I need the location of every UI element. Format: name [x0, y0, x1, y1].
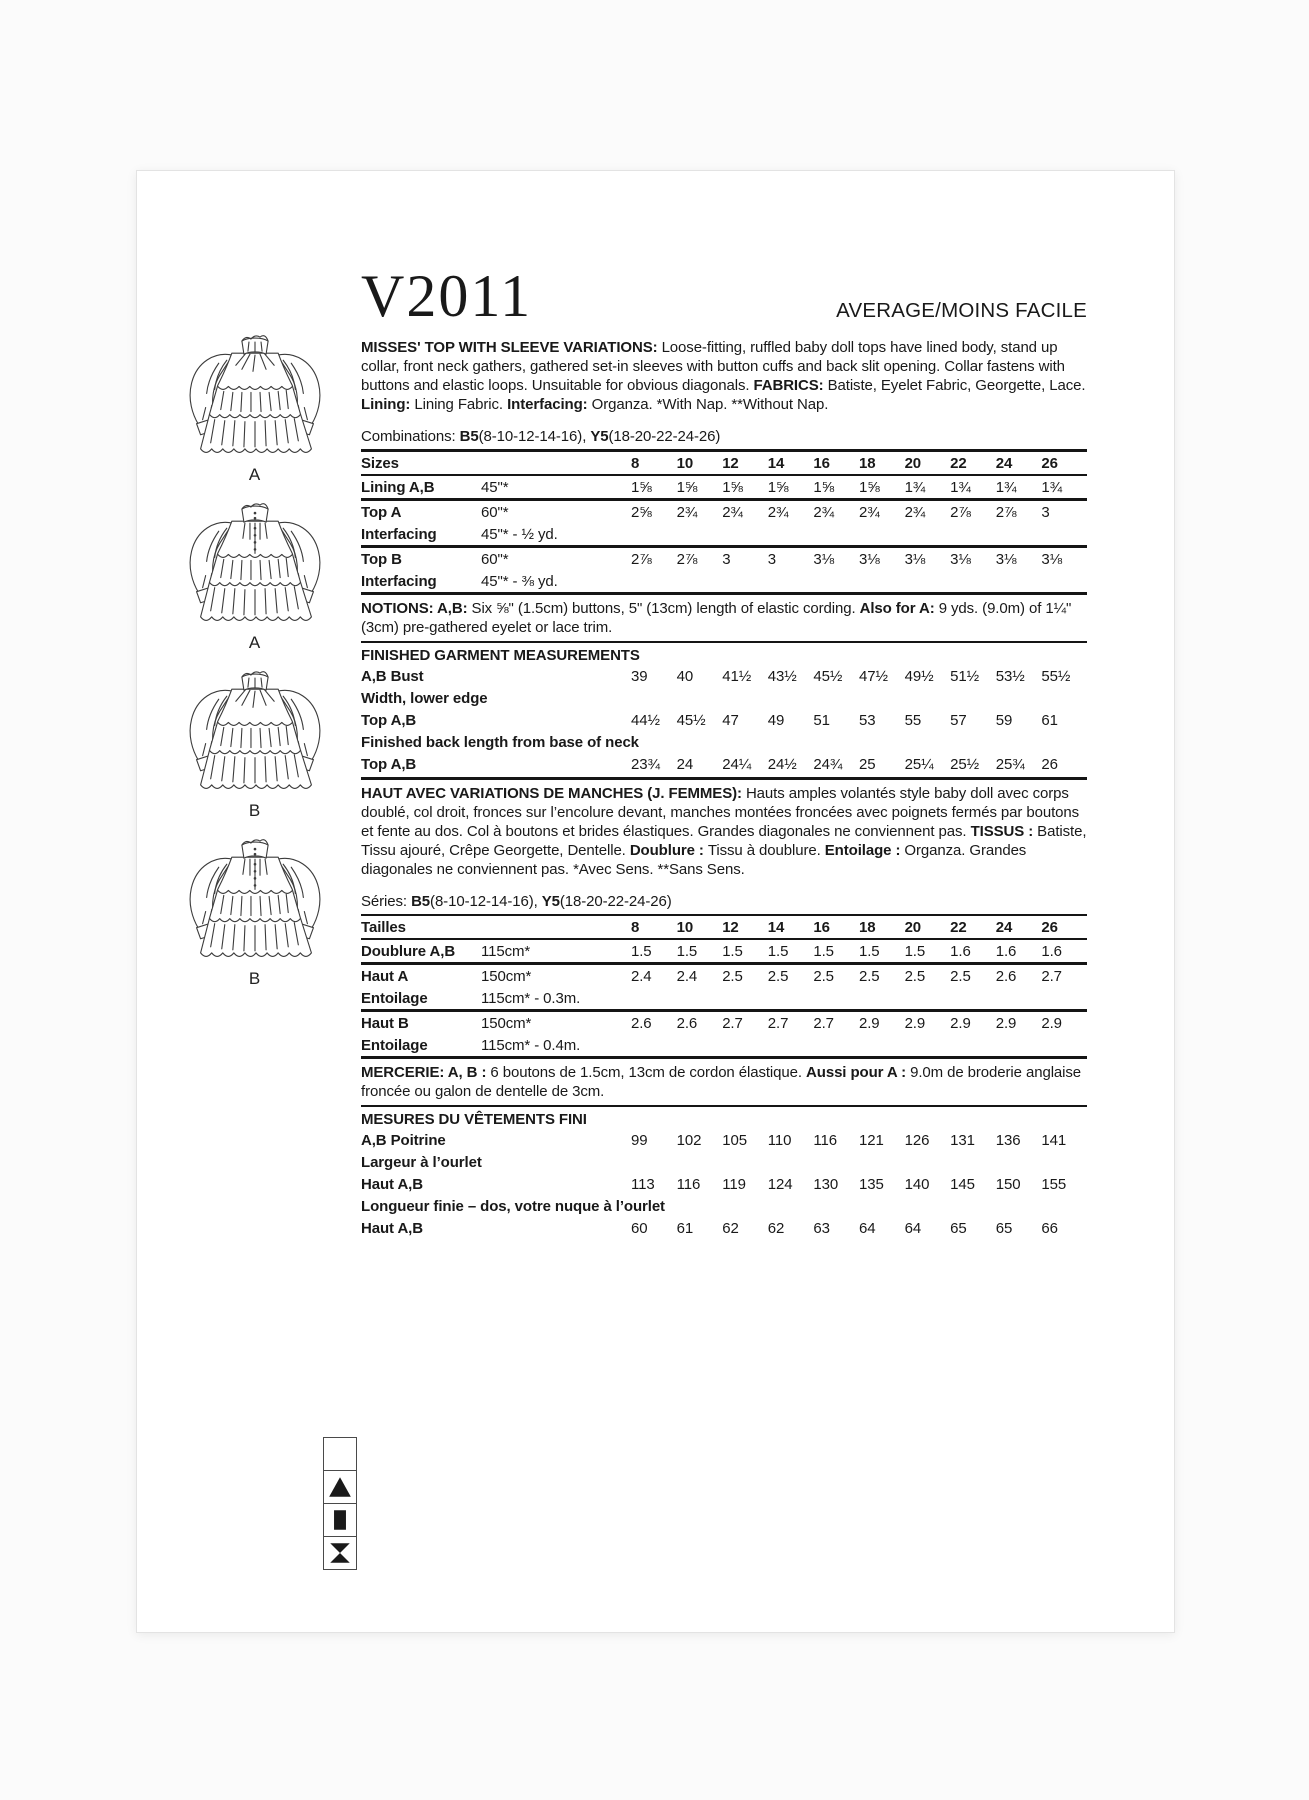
table-cell: Sizes	[361, 455, 399, 472]
table-cell: 49	[767, 712, 785, 729]
table-cell: 3	[722, 551, 731, 568]
text-segment: FABRICS:	[753, 377, 828, 394]
garment-front-drawing	[167, 329, 343, 465]
table-cell: 1⅝	[767, 479, 789, 496]
table-cell: 14	[767, 455, 785, 472]
series-line	[361, 892, 1087, 911]
table-cell: Largeur à l’ourlet	[361, 1154, 482, 1171]
table-cell: 2.5	[767, 968, 789, 985]
table-cell: 47	[722, 712, 739, 729]
table-cell: 150cm*	[481, 1015, 532, 1032]
table-cell: 115cm*	[481, 943, 531, 960]
printer-color-bar	[323, 1438, 357, 1570]
text-segment: (8-10-12-14-16),	[478, 428, 591, 445]
table-cell: 24¾	[813, 756, 843, 773]
table-cell: 51	[813, 712, 830, 729]
table-cell: 2⅞	[950, 504, 971, 521]
table-cell: 121	[858, 1132, 884, 1149]
text-segment: B5	[459, 428, 479, 445]
table-cell: 2.7	[722, 1015, 743, 1032]
table-cell: 45½	[813, 668, 843, 685]
table-cell: 1.6	[950, 943, 971, 960]
color-bar-triangle-icon	[323, 1470, 357, 1504]
table-row	[361, 1034, 1087, 1058]
table-cell: 1.5	[631, 943, 652, 960]
illustration-view-b-back	[157, 833, 352, 1001]
text-segment: Entoilage :	[824, 842, 905, 859]
mercerie-paragraph	[361, 1063, 1087, 1107]
text-segment: Lining:	[361, 396, 415, 413]
table-cell: 102	[676, 1132, 702, 1149]
table-cell: 45½	[676, 712, 706, 729]
table-cell: A,B Bust	[361, 668, 424, 685]
table-cell: 65	[995, 1220, 1013, 1237]
table-row	[361, 687, 1087, 709]
table-cell: 61	[1041, 712, 1058, 729]
table-cell: 45"* - ½ yd.	[481, 526, 558, 543]
table-cell: 20	[904, 919, 922, 936]
table-cell: Width, lower edge	[361, 690, 488, 707]
table-row	[361, 570, 1087, 594]
table-cell: 2.7	[767, 1015, 789, 1032]
table-cell: 2¾	[722, 504, 743, 521]
table-row	[361, 939, 1087, 964]
table-cell: 99	[631, 1132, 648, 1149]
figure-label: B	[248, 801, 261, 820]
table-cell: 105	[722, 1132, 747, 1149]
table-cell: 1¾	[995, 479, 1017, 496]
text-segment: TISSUS :	[970, 823, 1038, 840]
text-segment: MISSES' TOP WITH SLEEVE VARIATIONS:	[361, 339, 662, 356]
table-cell: 2.5	[904, 968, 926, 985]
text-segment: Also for A:	[859, 600, 939, 617]
difficulty-label: AVERAGE/MOINS FACILE	[836, 299, 1087, 322]
table-cell: 2.9	[904, 1015, 926, 1032]
table-cell: Longueur finie – dos, votre nuque à l’ourlet	[361, 1198, 665, 1215]
table-cell: 16	[813, 919, 830, 936]
text-segment: 6 boutons de 1.5cm, 13cm de cordon élastique.	[490, 1064, 807, 1081]
table-cell: 1¾	[1041, 479, 1062, 496]
text-segment: NOTIONS: A,B:	[361, 600, 472, 617]
color-bar-empty-cell	[323, 1437, 357, 1471]
table-cell: 3⅛	[813, 551, 835, 568]
table-header-row	[361, 451, 1087, 476]
table-row	[361, 1195, 1087, 1217]
header-row	[361, 263, 1087, 329]
table-cell: 1⅝	[676, 479, 698, 496]
text-segment: Aussi pour A :	[806, 1064, 911, 1081]
table-cell: 2.6	[995, 968, 1017, 985]
table-cell: 2.9	[995, 1015, 1017, 1032]
english-description	[361, 338, 1087, 414]
table-cell: 18	[858, 455, 876, 472]
table-cell: Interfacing	[361, 573, 437, 590]
text-segment: Lining Fabric.	[414, 396, 508, 413]
table-row	[361, 475, 1087, 500]
table-cell: 1⅝	[813, 479, 835, 496]
table-row	[361, 1173, 1087, 1195]
text-segment: (18-20-22-24-26)	[559, 893, 672, 910]
table-cell: 25¼	[904, 756, 934, 773]
table-cell: 141	[1041, 1132, 1067, 1149]
text-segment: Interfacing:	[507, 396, 592, 413]
table-cell: 24	[676, 756, 694, 773]
text-segment: Y5	[590, 428, 609, 445]
table-cell: Haut A,B	[361, 1220, 423, 1237]
table-row	[361, 1217, 1087, 1239]
table-cell	[481, 915, 631, 939]
table-cell: Finished back length from base of neck	[361, 734, 639, 751]
table-cell: 47½	[858, 668, 888, 685]
table-cell: Doublure A,B	[361, 943, 456, 960]
notions-paragraph	[361, 599, 1087, 643]
garment-front-drawing	[167, 665, 343, 801]
text-segment: Séries:	[361, 893, 412, 910]
table-cell: 130	[813, 1176, 839, 1193]
text-segment: Loose-fitting, ruffled baby doll tops have lined body, stand up collar, front neck gathers, gathered set-in sleeves with button cuffs and back slit opening. Collar fastens with buttons and elastic loops. Unsuitable for obvious diagonals.	[361, 339, 1065, 394]
table-cell: 1¾	[950, 479, 971, 496]
table-cell: Interfacing	[361, 526, 437, 543]
table-cell: 64	[858, 1220, 876, 1237]
table-cell: 2.4	[631, 968, 652, 985]
table-cell: 3	[1041, 504, 1050, 521]
main-content	[361, 263, 1087, 1239]
table-cell: 65	[950, 1220, 967, 1237]
table-cell: 16	[813, 455, 830, 472]
table-cell: 24	[995, 919, 1013, 936]
table-cell: 66	[1041, 1220, 1058, 1237]
pattern-envelope-back-page	[136, 170, 1175, 1633]
table-cell: 2.6	[631, 1015, 652, 1032]
table-cell: 116	[813, 1132, 838, 1149]
table-cell: 1⅝	[722, 479, 743, 496]
table-cell: Top A	[361, 504, 402, 521]
english-yardage-table	[361, 449, 1087, 595]
table-cell: 124	[767, 1176, 793, 1193]
table-cell: 3⅛	[858, 551, 880, 568]
table-cell: 140	[904, 1176, 930, 1193]
table-cell: 2.9	[858, 1015, 880, 1032]
table-cell: 2¾	[904, 504, 926, 521]
table-cell: 26	[1041, 919, 1058, 936]
table-cell: 1⅝	[858, 479, 880, 496]
table-row	[361, 1011, 1087, 1035]
table-cell: 1.5	[676, 943, 698, 960]
table-row	[361, 665, 1087, 687]
table-cell: 24½	[767, 756, 797, 773]
text-segment: Tissu à doublure.	[707, 842, 825, 859]
table-cell: 39	[631, 668, 648, 685]
table-cell: 43½	[767, 668, 797, 685]
mesures-title: MESURES DU VÊTEMENTS FINI	[361, 1111, 587, 1128]
french-description	[361, 777, 1087, 879]
table-row	[361, 964, 1087, 988]
table-cell: 2¾	[813, 504, 835, 521]
table-cell: 40	[676, 668, 694, 685]
table-cell: 45"*	[481, 479, 509, 496]
color-bar-hourglass-icon	[323, 1536, 357, 1570]
table-row	[361, 1129, 1087, 1151]
table-cell: 41½	[722, 668, 752, 685]
table-cell: 10	[676, 919, 694, 936]
table-cell: 12	[722, 455, 739, 472]
table-cell: 49½	[904, 668, 934, 685]
table-cell: 2.5	[813, 968, 834, 985]
table-cell: 2.4	[676, 968, 698, 985]
table-cell: 18	[858, 919, 876, 936]
table-cell: 57	[950, 712, 967, 729]
table-cell: 1.5	[813, 943, 834, 960]
table-cell: 8	[631, 455, 640, 472]
text-segment: Combinations:	[361, 428, 460, 445]
table-cell: 2.5	[858, 968, 880, 985]
table-cell: 10	[676, 455, 694, 472]
color-bar-square-icon	[323, 1503, 357, 1537]
table-cell: 3⅛	[950, 551, 971, 568]
table-cell: 24	[995, 455, 1013, 472]
table-row	[361, 547, 1087, 571]
table-cell: 25¾	[995, 756, 1025, 773]
table-cell: 14	[767, 919, 785, 936]
figure-label: B	[248, 969, 261, 988]
table-cell: Entoilage	[361, 1037, 428, 1054]
garment-illustrations	[157, 329, 352, 1001]
text-segment: Organza. Grandes diagonales ne conviennent pas. *Avec Sens. **Sans Sens.	[361, 842, 1027, 878]
table-cell: 25	[858, 756, 876, 773]
table-cell: 2.5	[722, 968, 743, 985]
table-cell: 24¼	[722, 756, 752, 773]
table-cell: 155	[1041, 1176, 1067, 1193]
table-cell: 45"* - ⅜ yd.	[481, 573, 558, 590]
pattern-number: V2011	[361, 263, 533, 329]
text-segment: MERCERIE: A, B :	[361, 1064, 491, 1081]
table-cell: 22	[950, 455, 967, 472]
table-cell: 60"*	[481, 504, 509, 521]
table-cell: 8	[631, 919, 640, 936]
table-cell: 113	[631, 1176, 655, 1193]
table-cell: 25½	[950, 756, 980, 773]
table-cell: 135	[858, 1176, 884, 1193]
table-cell: 1.5	[767, 943, 789, 960]
figure-label: A	[248, 633, 261, 652]
table-cell: 2.7	[813, 1015, 834, 1032]
table-cell: 2.9	[1041, 1015, 1062, 1032]
table-cell: 2.7	[1041, 968, 1062, 985]
table-row	[361, 1151, 1087, 1173]
text-segment: Batiste, Eyelet Fabric, Georgette, Lace.	[827, 377, 1086, 394]
table-cell: 1.6	[1041, 943, 1062, 960]
table-cell: 150cm*	[481, 968, 532, 985]
figure-label: A	[248, 465, 261, 484]
text-segment: (18-20-22-24-26)	[608, 428, 721, 445]
table-cell: 53½	[995, 668, 1025, 685]
table-cell: 26	[1041, 455, 1058, 472]
table-row	[361, 709, 1087, 731]
text-segment: Y5	[541, 893, 560, 910]
table-cell: 1¾	[904, 479, 926, 496]
table-cell: 115cm* - 0.3m.	[481, 990, 581, 1007]
table-row	[361, 987, 1087, 1011]
table-cell: 20	[904, 455, 922, 472]
table-cell: Haut A	[361, 968, 409, 985]
text-segment: 9 yds. (9.0m) of 1¼" (3cm) pre-gathered eyelet or lace trim.	[361, 600, 1072, 636]
table-cell: 2¾	[858, 504, 880, 521]
text-segment: (8-10-12-14-16),	[430, 893, 542, 910]
table-cell: 3⅛	[995, 551, 1017, 568]
table-cell: 110	[767, 1132, 792, 1149]
text-segment: 9.0m de broderie anglaise froncée ou galon de dentelle de 3cm.	[361, 1064, 1082, 1100]
table-cell: 61	[676, 1220, 694, 1237]
text-segment: Six ⅝" (1.5cm) buttons, 5" (13cm) length of elastic cording.	[471, 600, 860, 617]
text-segment: B5	[411, 893, 431, 910]
table-cell: 55	[904, 712, 922, 729]
table-header-row	[361, 915, 1087, 939]
table-cell: Top B	[361, 551, 402, 568]
table-cell: 3	[767, 551, 777, 568]
table-cell: 3⅛	[904, 551, 926, 568]
table-cell: A,B Poitrine	[361, 1132, 446, 1149]
table-cell: 119	[722, 1176, 746, 1193]
table-cell: 2⅝	[631, 504, 652, 521]
table-cell: Top A,B	[361, 756, 417, 773]
table-cell: Tailles	[361, 919, 406, 936]
illustration-view-a-back	[157, 497, 352, 665]
table-cell: 53	[858, 712, 876, 729]
text-segment: HAUT AVEC VARIATIONS DE MANCHES (J. FEMMES):	[361, 785, 746, 802]
table-cell: 150	[995, 1176, 1021, 1193]
table-cell: Top A,B	[361, 712, 417, 729]
table-cell: Haut A,B	[361, 1176, 423, 1193]
table-cell: 1.5	[722, 943, 743, 960]
table-cell: 2¾	[676, 504, 698, 521]
table-cell: 59	[995, 712, 1013, 729]
table-cell: 12	[722, 919, 739, 936]
illustration-view-b-front	[157, 665, 352, 833]
table-cell	[481, 451, 631, 476]
table-cell: 131	[950, 1132, 975, 1149]
table-cell: 63	[813, 1220, 830, 1237]
table-cell: 64	[904, 1220, 922, 1237]
table-cell: 2⅞	[676, 551, 698, 568]
table-cell: 1⅝	[631, 479, 652, 496]
table-cell: 44½	[631, 712, 660, 729]
french-measurements-table	[361, 1129, 1087, 1239]
table-cell: 2⅞	[631, 551, 652, 568]
text-segment: Organza. *With Nap. **Without Nap.	[591, 396, 829, 413]
table-cell: 2.9	[950, 1015, 971, 1032]
table-cell: 62	[767, 1220, 785, 1237]
table-cell: 62	[722, 1220, 739, 1237]
table-cell: Lining A,B	[361, 479, 435, 496]
table-cell: 115cm* - 0.4m.	[481, 1037, 581, 1054]
table-cell: 22	[950, 919, 967, 936]
english-measurements-table	[361, 665, 1087, 775]
table-cell: Entoilage	[361, 990, 428, 1007]
table-cell: 136	[995, 1132, 1021, 1149]
table-cell: 51½	[950, 668, 980, 685]
text-segment: Batiste, Tissu ajouré, Crêpe Georgette, Dentelle.	[361, 823, 1087, 859]
table-cell: 126	[904, 1132, 930, 1149]
table-cell: 1.5	[858, 943, 880, 960]
table-cell: Haut B	[361, 1015, 409, 1032]
illustration-view-a-front	[157, 329, 352, 497]
finished-measurements-title: FINISHED GARMENT MEASUREMENTS	[361, 647, 640, 664]
table-row	[361, 731, 1087, 753]
table-cell: 2.5	[950, 968, 971, 985]
table-cell: 23¾	[631, 756, 660, 773]
table-cell: 2⅞	[995, 504, 1017, 521]
table-row	[361, 500, 1087, 524]
table-cell: 1.5	[904, 943, 926, 960]
text-segment: Doublure :	[629, 842, 708, 859]
table-cell: 2¾	[767, 504, 789, 521]
garment-back-drawing	[167, 497, 343, 633]
table-cell: 145	[950, 1176, 975, 1193]
table-row	[361, 753, 1087, 775]
table-cell: 3⅛	[1041, 551, 1062, 568]
table-cell: 26	[1041, 756, 1058, 773]
table-cell: 1.6	[995, 943, 1017, 960]
garment-back-drawing	[167, 833, 343, 969]
text-segment: Hauts amples volantés style baby doll avec corps doublé, col droit, fronces sur l’encolure devant, manches montées froncées avec poignets fermés par boutons et fente au dos. Col à boutons et brides élastiques. Grandes diagonales ne conviennent pas.	[361, 785, 1080, 840]
table-cell: 60	[631, 1220, 648, 1237]
table-cell: 116	[676, 1176, 701, 1193]
table-cell: 2.6	[676, 1015, 698, 1032]
table-cell: 55½	[1041, 668, 1071, 685]
french-yardage-table	[361, 914, 1087, 1059]
combinations-line	[361, 427, 1087, 446]
table-cell: 60"*	[481, 551, 509, 568]
table-row	[361, 523, 1087, 547]
